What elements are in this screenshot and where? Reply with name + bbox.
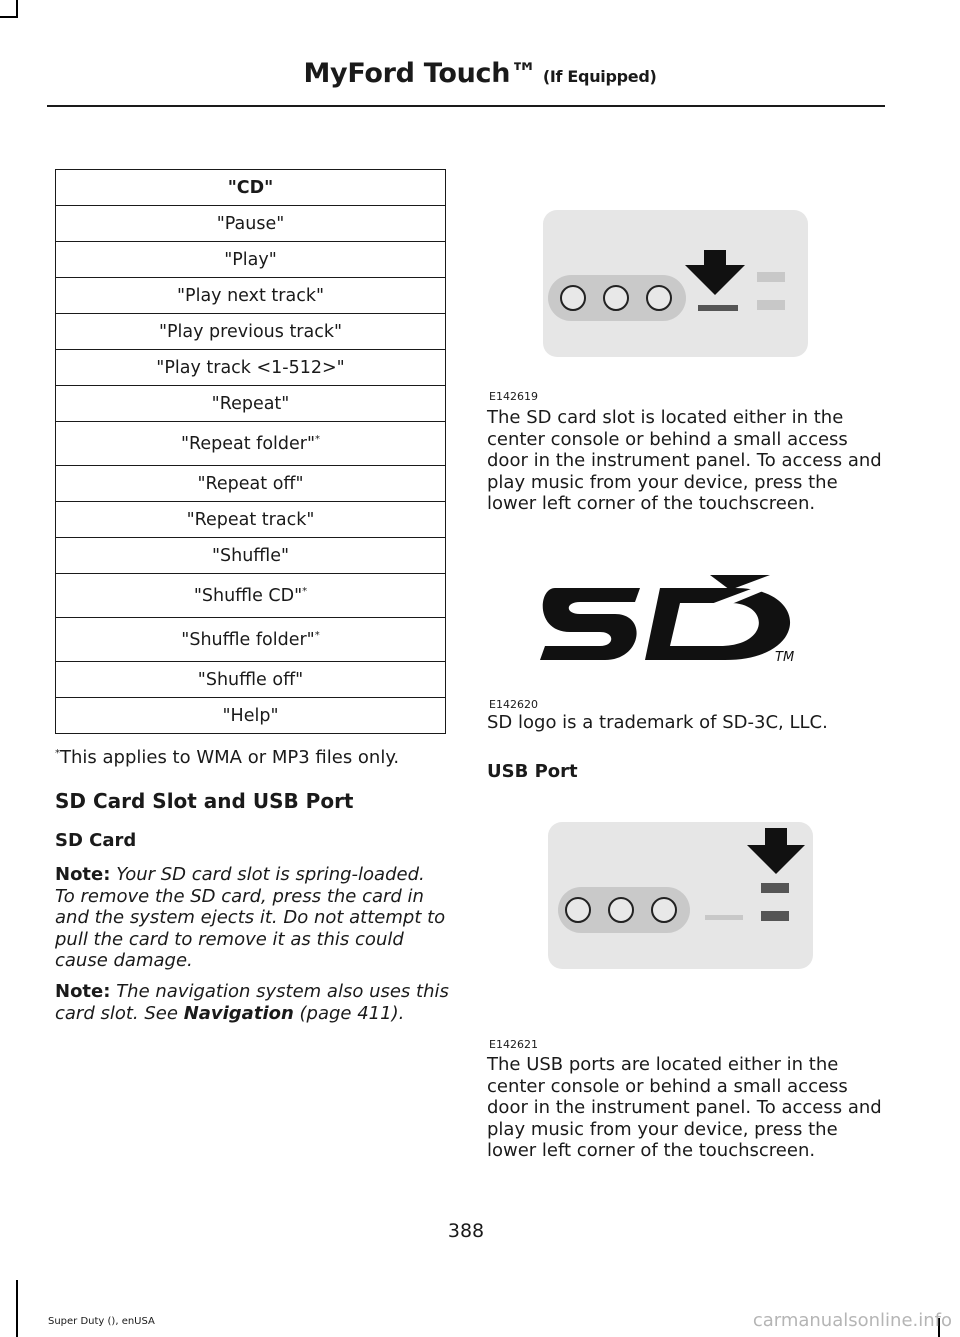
voice-command-table bbox=[55, 169, 446, 734]
figure-code: E142619 bbox=[489, 390, 538, 403]
header-rule bbox=[47, 105, 885, 107]
table-row: "Pause" bbox=[56, 206, 446, 242]
document-footer: Super Duty (), enUSA bbox=[48, 1316, 155, 1327]
usb-port-illustration bbox=[545, 820, 817, 972]
title-suffix: (If Equipped) bbox=[542, 67, 657, 86]
watermark: carmanualsonline.info bbox=[752, 1310, 952, 1331]
crop-mark bbox=[16, 1280, 18, 1337]
table-row: "Shuffle folder"* bbox=[56, 618, 446, 662]
table-row: "Play" bbox=[56, 242, 446, 278]
sd-logo-paragraph: SD logo is a trademark of SD-3C, LLC. bbox=[487, 712, 828, 733]
sd-logo bbox=[530, 570, 810, 670]
usb-port-heading: USB Port bbox=[487, 761, 578, 782]
note-spring-loaded: Note: Your SD card slot is spring-loaded. To remove the SD card, press the card in and the system ejects it. Do not attempt to pull the card to remove it as this could cause damage. bbox=[55, 864, 446, 971]
sd-slot-paragraph: The SD card slot is located either in the center console or behind a small access door in the instrument panel. To access and play music from your device, press the lower left corner of the touchscreen. bbox=[487, 407, 882, 514]
sd-card-heading: SD Card bbox=[55, 830, 137, 851]
table-row: "Repeat" bbox=[56, 386, 446, 422]
page-title bbox=[0, 58, 960, 89]
navigation-link[interactable]: Navigation bbox=[183, 1002, 294, 1024]
trademark-symbol: TM bbox=[775, 650, 795, 665]
table-row: "Shuffle" bbox=[56, 538, 446, 574]
sd-slot-illustration bbox=[540, 208, 810, 360]
table-row: "Shuffle CD"* bbox=[56, 574, 446, 618]
page-number: 388 bbox=[447, 1220, 485, 1242]
table-row: "Help" bbox=[56, 698, 446, 734]
table-row: "Shuffle off" bbox=[56, 662, 446, 698]
figure-code: E142620 bbox=[489, 698, 538, 711]
table-row: "Play track <1-512>" bbox=[56, 350, 446, 386]
section-title: SD Card Slot and USB Port bbox=[55, 789, 354, 813]
usb-port-paragraph: The USB ports are located either in the center console or behind a small access door in the instrument panel. To access and play music from your device, press the lower left corner of the touchscreen. bbox=[487, 1054, 882, 1161]
table-row: "Play next track" bbox=[56, 278, 446, 314]
table-row: "Play previous track" bbox=[56, 314, 446, 350]
table-row: "Repeat track" bbox=[56, 502, 446, 538]
figure-code: E142621 bbox=[489, 1038, 538, 1051]
crop-mark bbox=[0, 16, 18, 18]
table-row: "Repeat folder"* bbox=[56, 422, 446, 466]
title-main: MyFord Touch™ bbox=[303, 58, 537, 89]
table-header: "CD" bbox=[56, 170, 446, 206]
table-row: "Repeat off" bbox=[56, 466, 446, 502]
footnote: *This applies to WMA or MP3 files only. bbox=[55, 747, 400, 768]
note-navigation: Note: The navigation system also uses this card slot. See Navigation (page 411). bbox=[55, 981, 449, 1024]
